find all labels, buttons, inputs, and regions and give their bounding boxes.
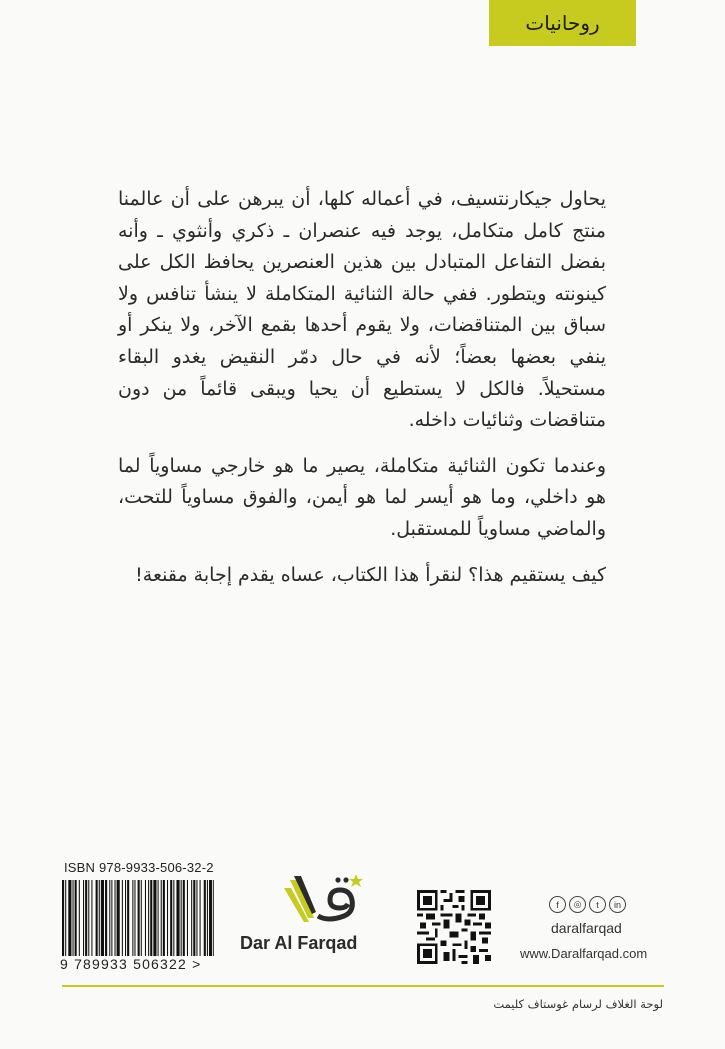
cover-credit: لوحة الغلاف لرسام غوستاف كليمت [493, 997, 663, 1011]
instagram-icon[interactable]: ◎ [569, 896, 586, 913]
barcode [62, 880, 214, 956]
linkedin-icon[interactable]: in [609, 896, 626, 913]
publisher-logo [282, 872, 372, 928]
website-link[interactable]: www.Daralfarqad.com [520, 946, 648, 961]
barcode-digits: 9 789933 506322 > [60, 956, 202, 972]
category-tag: روحانيات [489, 0, 636, 46]
social-icons [549, 896, 626, 913]
blurb-paragraph: وعندما تكون الثنائية متكاملة، يصير ما هو خارجي مساوياً لما هو داخلي، وما هو أيسر لما هو أيمن، والفوق مساوياً للتحت، والماضي مساوياً للمستقبل. [118, 454, 606, 540]
blurb-paragraph: كيف يستقيم هذا؟ لنقرأ هذا الكتاب، عساه يقدم إجابة مقنعة! [135, 563, 606, 586]
qr-code [417, 890, 491, 964]
twitter-icon[interactable]: t [589, 896, 606, 913]
blurb-paragraph: يحاول جيكارنتسيف، في أعماله كلها، أن يبرهن على أن عالمنا منتج كامل متكامل، يوجد فيه عنصران ـ ذكري وأنثوي ـ وأنه بفضل التفاعل المتبادل بين هذين العنصرين يحافظ الكل على كينونته ويتطور. ففي حالة الثنائية المتكاملة لا ينشأ تنافس ولا سباق بين المتناقضات، ولا يقوم أحدها بقمع الآخر، ولا ينكر أو ينفي بعضها بعضاً؛ لأنه في حال دمّر النقيض يغدو البقاء مستحيلاً. فالكل لا يستطيع أن يحيا ويبقى قائماً من دون متناقضات وثنائيات داخله. [118, 188, 606, 432]
facebook-icon[interactable]: f [549, 896, 566, 913]
divider-line [62, 985, 664, 987]
blurb-text [118, 184, 606, 605]
social-handle: daralfarqad [551, 920, 622, 936]
isbn-label: ISBN 978-9933-506-32-2 [64, 860, 214, 875]
publisher-name: Dar Al Farqad [240, 933, 358, 953]
